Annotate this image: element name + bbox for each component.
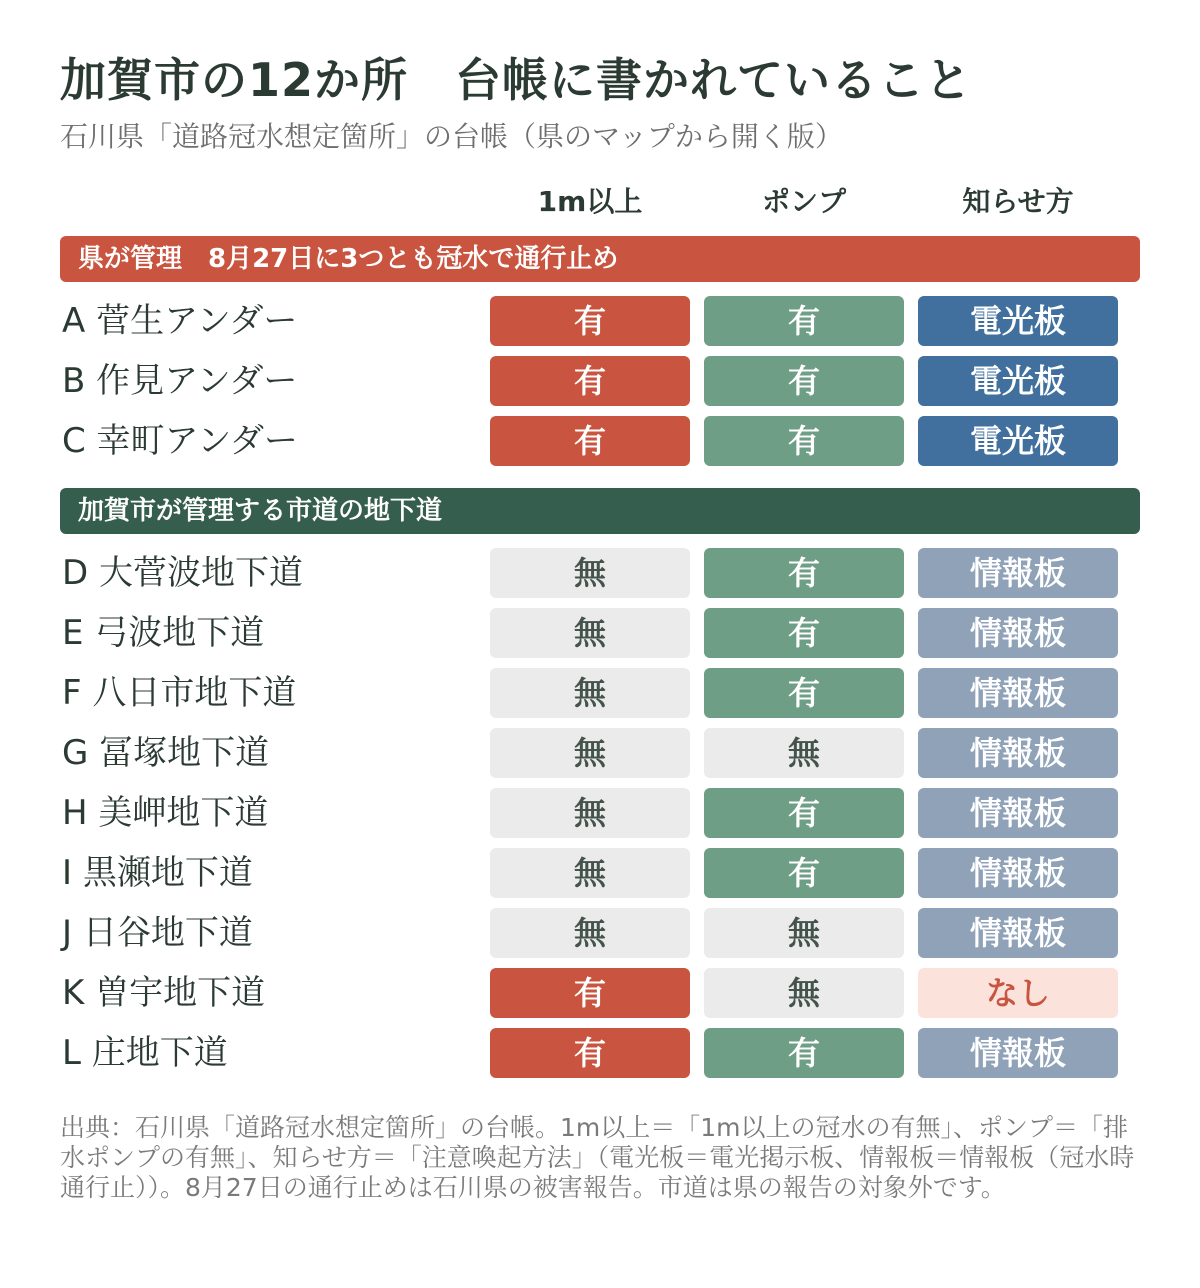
- notice-cell: 情報板: [918, 668, 1118, 718]
- depth-cell: 無: [490, 728, 690, 778]
- row-label: C 幸町アンダー: [62, 421, 298, 461]
- row-label: K 曽宇地下道: [62, 973, 266, 1013]
- row-label: J 日谷地下道: [62, 913, 253, 953]
- row-label: I 黒瀬地下道: [62, 853, 253, 893]
- row-label: B 作見アンダー: [62, 361, 298, 401]
- pump-cell: 有: [704, 668, 904, 718]
- section-header: 県が管理 8月27日に3つとも冠水で通行止め: [60, 236, 1140, 282]
- pump-cell: 有: [704, 356, 904, 406]
- notice-cell: 情報板: [918, 548, 1118, 598]
- row-label: L 庄地下道: [62, 1033, 228, 1073]
- notice-cell: 電光板: [918, 356, 1118, 406]
- pump-cell: 無: [704, 728, 904, 778]
- section-header: 加賀市が管理する市道の地下道: [60, 488, 1140, 534]
- column-header-notice: 知らせ方: [962, 185, 1074, 218]
- pump-cell: 無: [704, 908, 904, 958]
- notice-cell: 電光板: [918, 416, 1118, 466]
- notice-cell: 情報板: [918, 788, 1118, 838]
- column-header-depth: 1m以上: [537, 185, 643, 218]
- source-footnote: 出典：石川県「道路冠水想定箇所」の台帳。1m以上＝「1m以上の冠水の有無」、ポンプ＝「排水ポンプの有無」、知らせ方＝「注意喚起方法」（電光板＝電光掲示板、情報板＝情報板（冠水時通行止））。8月27日の通行止めは石川県の被害報告。市道は県の報告の対象外です。: [60, 1113, 1135, 1202]
- depth-cell: 無: [490, 788, 690, 838]
- notice-cell: 情報板: [918, 848, 1118, 898]
- pump-cell: 有: [704, 848, 904, 898]
- depth-cell: 有: [490, 416, 690, 466]
- notice-cell: 情報板: [918, 728, 1118, 778]
- pump-cell: 無: [704, 968, 904, 1018]
- pump-cell: 有: [704, 1028, 904, 1078]
- pump-cell: 有: [704, 296, 904, 346]
- notice-cell: 電光板: [918, 296, 1118, 346]
- row-label: H 美岬地下道: [62, 793, 269, 833]
- depth-cell: 有: [490, 296, 690, 346]
- notice-cell: 情報板: [918, 908, 1118, 958]
- pump-cell: 有: [704, 416, 904, 466]
- row-label: G 冨塚地下道: [62, 733, 270, 773]
- row-label: A 菅生アンダー: [62, 301, 298, 341]
- row-label: D 大菅波地下道: [62, 553, 303, 593]
- pump-cell: 有: [704, 608, 904, 658]
- notice-cell: 情報板: [918, 1028, 1118, 1078]
- depth-cell: 無: [490, 668, 690, 718]
- depth-cell: 有: [490, 1028, 690, 1078]
- depth-cell: 無: [490, 608, 690, 658]
- notice-cell: 情報板: [918, 608, 1118, 658]
- depth-cell: 無: [490, 908, 690, 958]
- column-header-pump: ポンプ: [761, 185, 846, 218]
- row-label: F 八日市地下道: [62, 673, 297, 713]
- depth-cell: 有: [490, 968, 690, 1018]
- page-title: 加賀市の12か所 台帳に書かれていること: [60, 53, 973, 107]
- page-subtitle: 石川県「道路冠水想定箇所」の台帳（県のマップから開く版）: [60, 120, 843, 153]
- depth-cell: 無: [490, 848, 690, 898]
- pump-cell: 有: [704, 548, 904, 598]
- notice-cell: なし: [918, 968, 1118, 1018]
- row-label: E 弓波地下道: [62, 613, 265, 653]
- pump-cell: 有: [704, 788, 904, 838]
- depth-cell: 有: [490, 356, 690, 406]
- depth-cell: 無: [490, 548, 690, 598]
